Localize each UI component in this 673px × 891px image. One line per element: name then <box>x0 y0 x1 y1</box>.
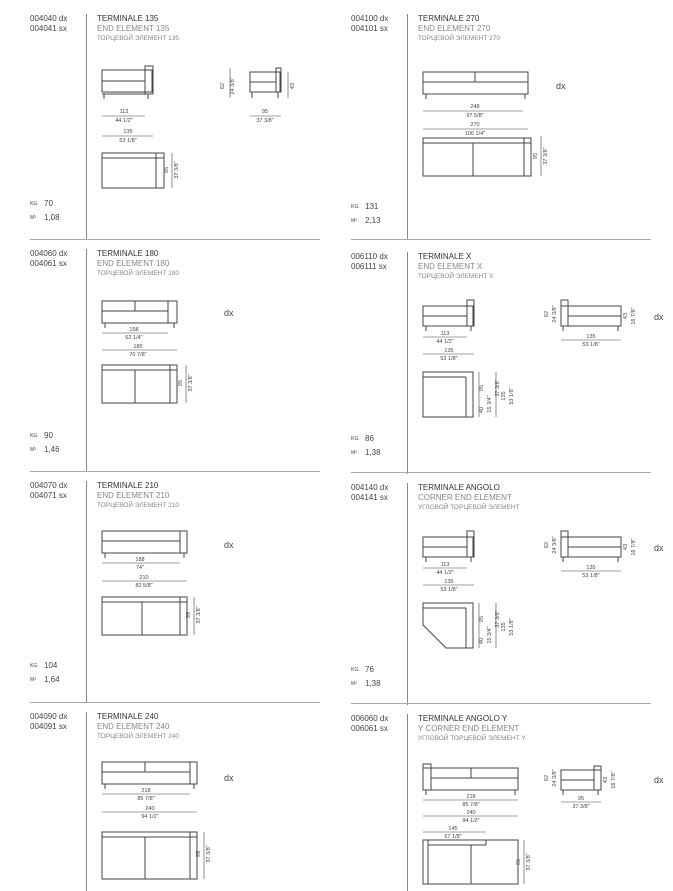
dim-d2: 240 <box>145 806 155 812</box>
product-heading <box>418 14 500 44</box>
product-name: TERMINALE 210 <box>97 481 159 490</box>
row-divider <box>351 239 651 240</box>
technical-drawing <box>411 64 611 194</box>
dim-d2: 270 <box>470 122 480 128</box>
code-dx: 004090 dx <box>30 712 68 721</box>
technical-drawing <box>90 58 340 198</box>
dim-side-in: 53 1/8" <box>582 342 600 348</box>
product-name: TERMINALE 270 <box>418 14 480 23</box>
catalog-entry-terminale-240 <box>30 712 340 891</box>
product-codes <box>351 252 388 272</box>
orientation-label: dx <box>654 775 664 785</box>
dim-d1: 248 <box>470 104 480 110</box>
dim-d2-in: 94 1/2" <box>462 818 480 824</box>
row-divider <box>30 471 320 472</box>
product-name: TERMINALE ANGOLO Y <box>418 714 508 723</box>
kg-label: KG. <box>30 663 39 669</box>
product-name-ru: ТОРЦЕВОЙ ЭЛЕМЕНТ 240 <box>97 733 179 740</box>
orientation-label: dx <box>654 312 664 322</box>
code-sx: 004101 sx <box>351 24 388 33</box>
dim-h2-in: 16 7/8" <box>631 307 637 325</box>
weight: 70 <box>44 199 53 209</box>
divider <box>86 14 87 239</box>
orientation-label: dx <box>224 308 234 318</box>
specs <box>30 429 60 457</box>
product-codes <box>30 249 67 269</box>
dim-d1: 113 <box>440 562 450 568</box>
catalog-entry-terminale-270 <box>351 14 661 239</box>
dim-h2-in: 16 7/8" <box>631 538 637 556</box>
weight: 104 <box>44 661 58 671</box>
code-dx: 004100 dx <box>351 14 389 23</box>
code-sx: 004141 sx <box>351 493 388 502</box>
dim-depth: 95 <box>516 858 522 866</box>
product-codes <box>351 714 388 734</box>
dim-h1-in: 24 3/8" <box>552 305 558 323</box>
dim-depth2-in: 53 1/8" <box>509 618 515 636</box>
product-codes <box>30 14 67 34</box>
dim-d2-in: 53 1/8" <box>440 356 458 362</box>
technical-drawing <box>90 293 290 418</box>
dim-side-in: 37 3/8" <box>572 804 590 810</box>
specs <box>351 663 381 691</box>
divider <box>407 252 408 474</box>
dim-small: 40 <box>479 637 485 645</box>
dim-h1: 62 <box>220 82 226 90</box>
dim-side: 135 <box>586 334 596 340</box>
weight: 131 <box>365 202 379 212</box>
dim-d1-in: 44 1/2" <box>436 339 454 345</box>
product-name-en: END ELEMENT 270 <box>418 24 491 33</box>
dim-h2: 43 <box>603 776 609 784</box>
product-name: TERMINALE 240 <box>97 712 159 721</box>
product-name-en: END ELEMENT 180 <box>97 259 170 268</box>
dim-d1-in: 44 1/2" <box>115 118 133 124</box>
dim-d2-in: 70 7/8" <box>129 352 147 358</box>
product-name-ru: ТОРЦЕВОЙ ЭЛЕМЕНТ X <box>418 273 494 280</box>
dim-d1: 113 <box>119 109 129 115</box>
dim-h2: 43 <box>623 543 629 551</box>
technical-drawing <box>411 292 651 422</box>
orientation-label: dx <box>654 543 664 553</box>
code-sx: 004091 sx <box>30 722 67 731</box>
product-name-en: CORNER END ELEMENT <box>418 493 512 502</box>
product-name-ru: ТОРЦЕВОЙ ЭЛЕМЕНТ 270 <box>418 35 500 42</box>
dim-h2: 43 <box>290 82 296 90</box>
specs <box>30 659 60 687</box>
volume-label: M³ <box>30 447 36 454</box>
code-sx: 004071 sx <box>30 491 67 500</box>
dim-small-in: 15 3/4" <box>487 395 493 413</box>
dim-depth: 95 <box>479 384 485 392</box>
dim-small: 40 <box>479 406 485 414</box>
dim-d1-in: 97 5/8" <box>466 113 484 119</box>
product-name: TERMINALE ANGOLO <box>418 483 500 492</box>
dim-d2-in: 82 5/8" <box>135 583 153 589</box>
dim-h1-in: 24 3/8" <box>552 769 558 787</box>
dim-depth: 95 <box>178 379 184 387</box>
dim-h1-in: 24 3/8" <box>230 77 236 95</box>
dim-d1: 158 <box>129 327 139 333</box>
code-dx: 006110 dx <box>351 252 388 261</box>
volume-label: M³ <box>30 215 36 222</box>
catalog-entry-terminale-x <box>351 252 664 474</box>
volume: 1,38 <box>365 448 381 458</box>
dim-side: 95 <box>577 796 585 802</box>
volume: 1,64 <box>44 675 60 685</box>
specs <box>351 432 381 460</box>
dim-side-in: 53 1/8" <box>582 573 600 579</box>
dim-h1-in: 24 3/8" <box>552 536 558 554</box>
dim-d2: 135 <box>444 579 454 585</box>
product-codes <box>351 483 388 503</box>
volume: 1,46 <box>44 445 60 455</box>
dim-d2-in: 94 1/2" <box>141 814 159 820</box>
divider <box>86 712 87 891</box>
product-name-en: END ELEMENT 240 <box>97 722 170 731</box>
kg-label: KG. <box>351 667 360 673</box>
code-dx: 004040 dx <box>30 14 68 23</box>
divider <box>407 14 408 239</box>
volume: 1,38 <box>365 679 381 689</box>
dim-d2: 210 <box>139 575 149 581</box>
volume-label: M³ <box>351 218 357 225</box>
product-name-en: END ELEMENT 135 <box>97 24 170 33</box>
code-dx: 004070 dx <box>30 481 68 490</box>
dim-depth: 95 <box>196 850 202 858</box>
weight: 76 <box>365 665 374 675</box>
code-dx: 006060 dx <box>351 714 389 723</box>
product-codes <box>30 481 67 501</box>
product-name-ru: ТОРЦЕВОЙ ЭЛЕМЕНТ 210 <box>97 502 179 509</box>
dim-depth-in: 37 3/8" <box>206 845 212 863</box>
dim-h2-in: 16 7/8" <box>611 771 617 789</box>
catalog-entry-terminale-180 <box>30 249 340 471</box>
product-heading <box>418 714 526 744</box>
weight: 90 <box>44 431 53 441</box>
technical-drawing <box>90 523 290 648</box>
dim-depth-in: 37 3/8" <box>174 161 180 179</box>
dim-d1-in: 74" <box>135 565 145 571</box>
product-name-en: Y CORNER END ELEMENT <box>418 724 520 733</box>
volume-label: M³ <box>351 681 357 688</box>
dim-depth2: 135 <box>501 622 507 632</box>
technical-drawing <box>90 754 290 889</box>
kg-label: KG. <box>30 201 39 207</box>
dim-d1-in: 44 1/2" <box>436 570 454 576</box>
specs <box>30 197 60 225</box>
dim-depth-in: 37 3/8" <box>526 853 532 871</box>
specs <box>351 200 381 228</box>
catalog-entry-terminale-angolo-y <box>351 714 664 891</box>
code-sx: 006111 sx <box>351 262 387 271</box>
divider <box>86 249 87 471</box>
code-dx: 004140 dx <box>351 483 389 492</box>
product-heading <box>97 249 179 279</box>
orientation-label: dx <box>556 81 566 91</box>
product-name-ru: УГЛОВОЙ ТОРЦЕВОЙ ЭЛЕМЕНТ Y <box>418 735 526 742</box>
product-codes <box>351 14 388 34</box>
row-divider <box>30 702 320 703</box>
dim-d1: 113 <box>440 331 450 337</box>
dim-depth: 95 <box>164 166 170 174</box>
dim-d2: 135 <box>123 129 133 135</box>
dim-depth-in: 37 3/8" <box>188 374 194 392</box>
weight: 86 <box>365 434 374 444</box>
technical-drawing <box>411 756 651 891</box>
dim-d2-in: 106 1/4" <box>464 131 486 137</box>
kg-label: KG. <box>351 204 360 210</box>
volume: 2,13 <box>365 216 381 226</box>
dim-depth: 95 <box>533 152 539 160</box>
dim-d1-in: 85 7/8" <box>137 796 155 802</box>
dim-h2: 43 <box>623 312 629 320</box>
dim-d2-in: 53 1/8" <box>440 587 458 593</box>
product-name-ru: УГЛОВОЙ ТОРЦЕВОЙ ЭЛЕМЕНТ <box>418 504 520 511</box>
divider <box>86 481 87 703</box>
dim-d3: 145 <box>448 826 458 832</box>
dim-d1: 218 <box>466 794 476 800</box>
dim-side: 135 <box>586 565 596 571</box>
divider <box>407 714 408 891</box>
dim-d2-in: 53 1/8" <box>119 138 137 144</box>
product-name-en: END ELEMENT X <box>418 262 483 271</box>
product-name-en: END ELEMENT 210 <box>97 491 170 500</box>
kg-label: KG. <box>30 433 39 439</box>
dim-small-in: 15 3/4" <box>487 626 493 644</box>
row-divider <box>30 239 320 240</box>
product-name: TERMINALE X <box>418 252 472 261</box>
catalog-entry-terminale-135 <box>30 14 340 239</box>
dim-d3-in: 57 1/8" <box>444 834 462 840</box>
product-heading <box>97 481 179 511</box>
volume-label: M³ <box>30 677 36 684</box>
dim-depth2-in: 53 1/8" <box>509 387 515 405</box>
product-heading <box>418 252 493 282</box>
dim-side-in: 37 3/8" <box>256 118 274 124</box>
orientation-label: dx <box>224 773 234 783</box>
dim-d1-in: 85 7/8" <box>462 802 480 808</box>
product-name-ru: ТОРЦЕВОЙ ЭЛЕМЕНТ 135 <box>97 35 179 42</box>
volume: 1,08 <box>44 213 60 223</box>
code-dx: 004060 dx <box>30 249 68 258</box>
dim-depth-in: 37 3/8" <box>543 147 549 165</box>
catalog-entry-terminale-210 <box>30 481 340 703</box>
orientation-label: dx <box>224 540 234 550</box>
volume-label: M³ <box>351 450 357 457</box>
dim-side: 95 <box>261 109 269 115</box>
dim-h1: 62 <box>544 541 550 549</box>
catalog-entry-terminale-angolo <box>351 483 664 705</box>
row-divider <box>351 472 651 473</box>
dim-depth-in: 37 3/8" <box>495 610 501 628</box>
code-sx: 006061 sx <box>351 724 388 733</box>
product-name: TERMINALE 180 <box>97 249 159 258</box>
dim-depth2: 135 <box>501 391 507 401</box>
product-heading <box>97 712 179 742</box>
product-name-ru: ТОРЦЕВОЙ ЭЛЕМЕНТ 180 <box>97 270 179 277</box>
dim-depth: 95 <box>186 611 192 619</box>
dim-d2: 240 <box>466 810 476 816</box>
product-heading <box>97 14 179 44</box>
dim-d1: 188 <box>135 557 145 563</box>
code-sx: 004041 sx <box>30 24 67 33</box>
dim-d1-in: 62 1/4" <box>125 335 143 341</box>
dim-d1: 218 <box>141 788 151 794</box>
row-divider <box>351 703 651 704</box>
dim-d2: 135 <box>444 348 454 354</box>
divider <box>407 483 408 705</box>
product-heading <box>418 483 520 513</box>
dim-h1: 62 <box>544 774 550 782</box>
code-sx: 004061 sx <box>30 259 67 268</box>
dim-h1: 62 <box>544 310 550 318</box>
dim-depth: 95 <box>479 615 485 623</box>
kg-label: KG. <box>351 436 360 442</box>
dim-depth-in: 37 3/8" <box>495 379 501 397</box>
technical-drawing <box>411 523 651 653</box>
dim-d2: 180 <box>133 344 143 350</box>
product-name: TERMINALE 135 <box>97 14 159 23</box>
product-codes <box>30 712 67 732</box>
dim-depth-in: 37 3/8" <box>196 606 202 624</box>
